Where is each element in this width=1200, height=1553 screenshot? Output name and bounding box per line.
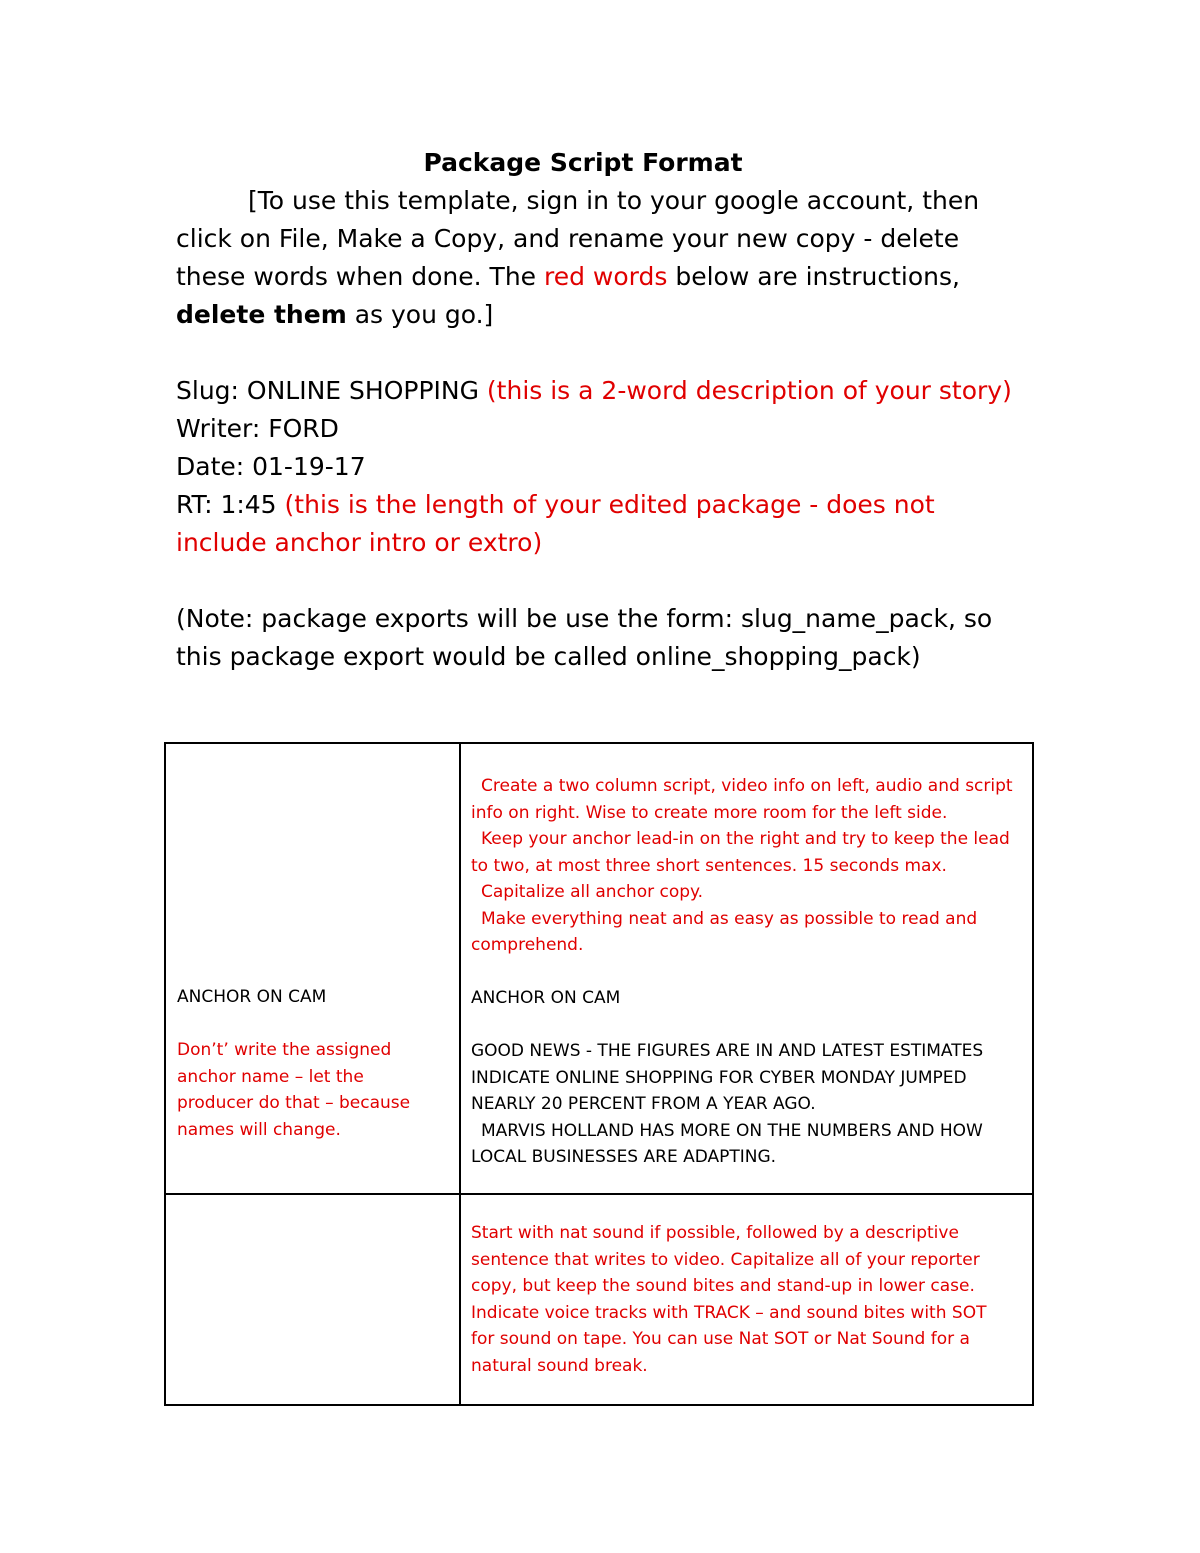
intro-text: below are instructions, [667,262,960,291]
anchor-copy-line: MARVIS HOLLAND HAS MORE ON THE NUMBERS AND HOW [481,1120,983,1141]
anchor-copy-line: NEARLY 20 PERCENT FROM A YEAR AGO. [471,1094,816,1114]
video-instruction-line: names will change. [177,1119,341,1140]
video-instruction-line: producer do that – because [177,1093,411,1113]
package-instruction-line: natural sound break. [471,1355,648,1376]
package-instruction-line: Start with nat sound if possible, followed by a descriptive [471,1223,959,1243]
audio-instruction-line: Capitalize all anchor copy. [481,882,704,902]
left-top-cell [177,984,447,1143]
rt-note: (this is the length of your edited package - does not [284,490,935,519]
row-divider [166,1193,1032,1195]
red-words: red words [544,262,668,291]
intro-line-4 [176,296,1046,334]
video-instruction-line: anchor name – let the [177,1066,364,1087]
date-line: Date: 01-19-17 [176,452,366,481]
rt-line [176,486,1046,524]
rt-label: RT: 1:45 [176,490,285,519]
slug-line [176,372,1046,410]
export-note-line-2: this package export would be called online_shopping_pack) [176,642,921,671]
intro-line-3 [176,258,1046,296]
audio-instruction-line: Create a two column script, video info on left, audio and script [481,776,1013,796]
audio-instruction-line: info on right. Wise to create more room for the left side. [471,802,948,823]
rt-note-line-2: include anchor intro or extro) [176,528,543,557]
anchor-copy-line: INDICATE ONLINE SHOPPING FOR CYBER MONDAY JUMPED [471,1067,967,1088]
slug-label: Slug: ONLINE SHOPPING [176,376,487,405]
column-divider [459,744,461,1404]
package-instruction-line: Indicate voice tracks with TRACK – and sound bites with SOT [471,1302,987,1323]
document-title: Package Script Format [423,148,743,177]
slug-note: (this is a 2-word description of your story) [486,376,1012,405]
right-top-cell [471,773,1031,1171]
intro-line-1: [To use this template, sign in to your google account, then [248,186,980,215]
script-table [164,742,1034,1406]
intro-line-2: click on File, Make a Copy, and rename your new copy - delete [176,224,960,253]
audio-heading: ANCHOR ON CAM [471,988,621,1008]
writer-line: Writer: FORD [176,414,339,443]
audio-instruction-line: Make everything neat and as easy as possible to read and [481,908,978,929]
package-instruction-line: for sound on tape. You can use Nat SOT or Nat Sound for a [471,1329,970,1349]
audio-instruction-line: Keep your anchor lead-in on the right and try to keep the lead [481,829,1010,849]
right-bottom-cell [471,1220,1031,1379]
anchor-copy-line: LOCAL BUSINESSES ARE ADAPTING. [471,1147,777,1167]
video-heading: ANCHOR ON CAM [177,987,327,1007]
intro-text: these words when done. The [176,262,544,291]
video-instruction-line: Don’t’ write the assigned [177,1040,392,1060]
document-header [176,144,1046,676]
anchor-copy-line: GOOD NEWS - THE FIGURES ARE IN AND LATEST ESTIMATES [471,1041,984,1061]
intro-text: as you go.] [346,300,494,329]
export-note-line-1: (Note: package exports will be use the form: slug_name_pack, so [176,604,993,633]
package-instruction-line: copy, but keep the sound bites and stand-up in lower case. [471,1276,975,1296]
package-instruction-line: sentence that writes to video. Capitalize all of your reporter [471,1249,980,1270]
audio-instruction-line: to two, at most three short sentences. 15 seconds max. [471,855,947,876]
audio-instruction-line: comprehend. [471,935,584,955]
bold-words: delete them [176,300,347,329]
